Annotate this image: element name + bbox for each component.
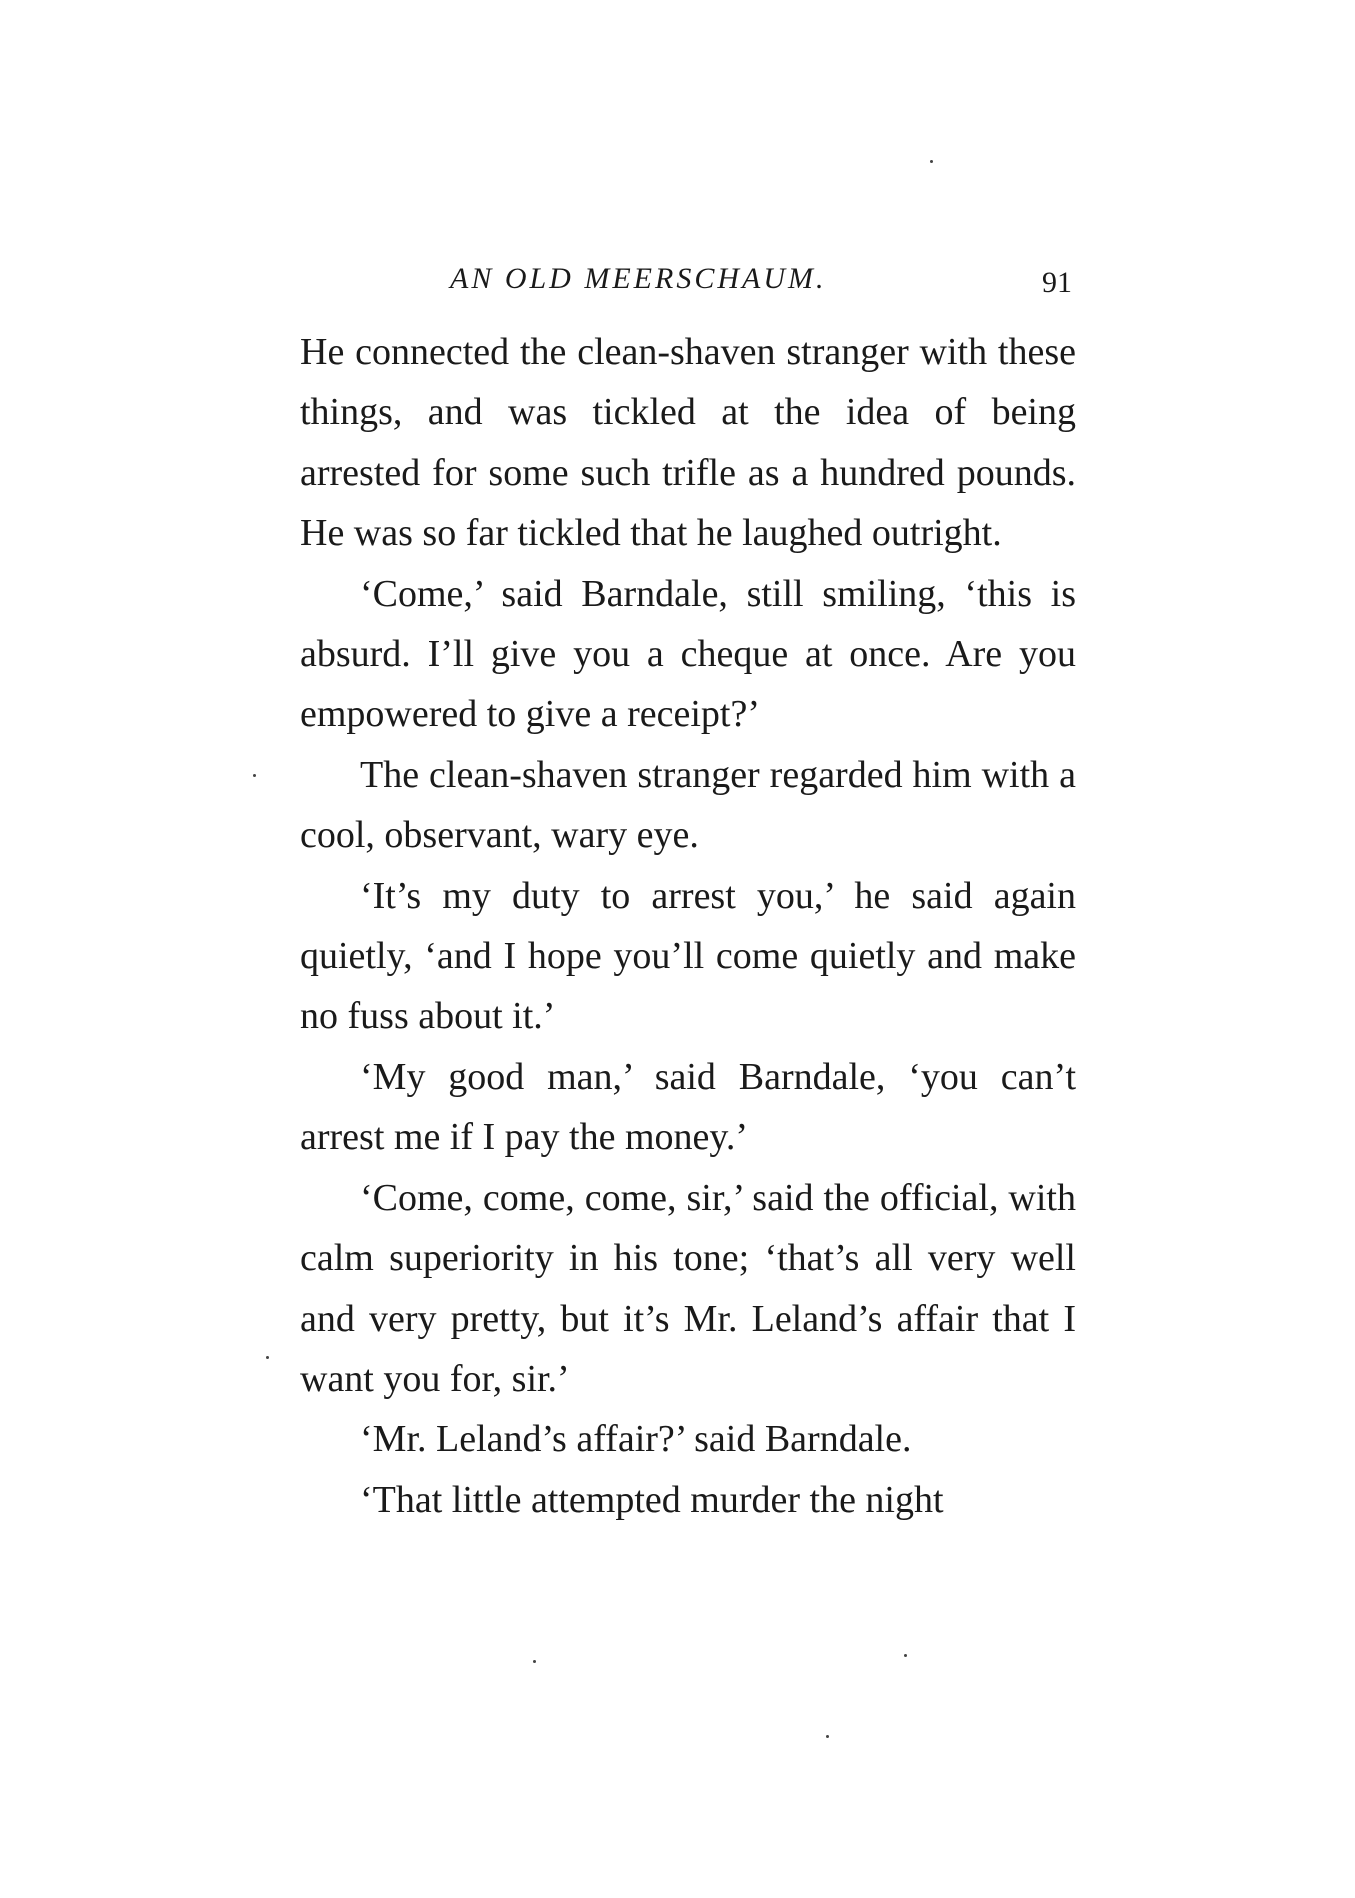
body-text bbox=[300, 322, 1076, 1530]
running-title: AN OLD MEERSCHAUM. bbox=[450, 262, 827, 295]
scan-speck bbox=[904, 1654, 907, 1657]
scan-speck bbox=[266, 1356, 269, 1359]
paragraph: ‘My good man,’ said Barndale, ‘you can’t arrest me if I pay the money.’ bbox=[300, 1055, 1076, 1159]
scan-speck bbox=[253, 774, 256, 777]
paragraph: ‘Mr. Leland’s affair?’ said Barndale. bbox=[360, 1418, 912, 1461]
scan-speck bbox=[533, 1660, 536, 1663]
paragraph: ‘Come, come, come, sir,’ said the official, with calm superiority in his tone; ‘that’s all very well and very pretty, but it’s Mr. Leland’s affair that I want you for, sir.’ bbox=[300, 1176, 1076, 1400]
paragraph: ‘It’s my duty to arrest you,’ he said again quietly, ‘and I hope you’ll come quietly and make no fuss about it.’ bbox=[300, 874, 1076, 1038]
scan-speck bbox=[826, 1735, 829, 1738]
paragraph: ‘That little attempted murder the night bbox=[360, 1478, 944, 1521]
scan-speck bbox=[930, 160, 933, 163]
paragraph: ‘Come,’ said Barndale, still smiling, ‘this is absurd. I’ll give you a cheque at once. Are you empowered to give a receipt?’ bbox=[300, 572, 1076, 736]
page-header bbox=[300, 262, 1076, 312]
page-number: 91 bbox=[1042, 266, 1072, 299]
paragraph: He connected the clean-shaven stranger with these things, and was tickled at the idea of being arrested for some such trifle as a hundred pounds. He was so far tickled that he laughed outright. bbox=[300, 331, 1076, 555]
paragraph: The clean-shaven stranger regarded him with a cool, observant, wary eye. bbox=[300, 753, 1076, 857]
